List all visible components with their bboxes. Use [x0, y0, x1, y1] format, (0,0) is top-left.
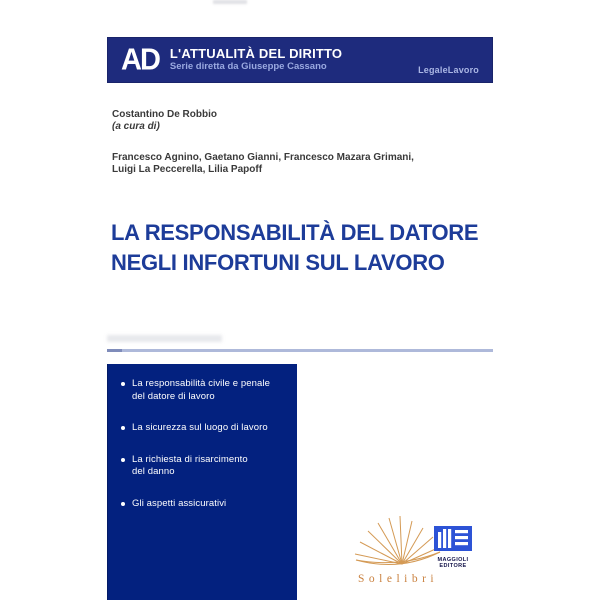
- scan-artifact-top: [213, 0, 247, 4]
- bullet-icon: [121, 382, 125, 386]
- topic-text: [132, 498, 226, 511]
- series-title: L'ATTUALITÀ DEL DIRITTO: [169, 46, 343, 61]
- divider-line: [107, 349, 493, 352]
- imprint-name: Solelibri: [358, 573, 439, 585]
- topic-line: Gli aspetti assicurativi: [132, 497, 227, 509]
- topic-text: [132, 422, 268, 435]
- bullet-icon: [121, 502, 125, 506]
- book-title-line-1: LA RESPONSABILITÀ DEL DATORE: [111, 220, 479, 245]
- series-category-tag: LegaleLavoro: [418, 65, 479, 75]
- publisher-logo: [433, 526, 473, 569]
- topic-item: [121, 378, 287, 403]
- editor-name: Costantino De Robbio: [112, 109, 217, 120]
- authors-line-2: Luigi La Peccerella, Lilia Papoff: [112, 164, 263, 175]
- topic-text: [132, 454, 248, 479]
- topic-line: La sicurezza sul luogo di lavoro: [132, 422, 268, 433]
- maggioli-logo-icon: [434, 526, 472, 551]
- topic-item: [121, 454, 287, 479]
- publisher-name-line-2: EDITORE: [439, 563, 467, 569]
- publisher-name-line-1: MAGGIOLI: [437, 557, 469, 563]
- topic-text: [132, 378, 270, 403]
- book-title-line-2: NEGLI INFORTUNI SUL LAVORO: [111, 250, 445, 275]
- authors-line-1: Francesco Agnino, Gaetano Gianni, Francesco Mazara Grimani,: [112, 152, 414, 163]
- series-title-block: [170, 47, 342, 73]
- bullet-icon: [121, 426, 125, 430]
- ad-series-logo: AD: [121, 42, 159, 77]
- scan-artifact-ghost-text: [107, 335, 222, 342]
- topic-line: del danno: [132, 466, 175, 477]
- series-header-bar: [107, 37, 493, 83]
- divider-line-cap: [107, 349, 122, 352]
- open-book-logo-icon: [352, 516, 444, 572]
- topics-box: [107, 364, 297, 600]
- topic-line: La responsabilità civile e penale: [132, 378, 270, 389]
- bullet-icon: [121, 458, 125, 462]
- editor-role: (a cura di): [112, 121, 160, 132]
- publisher-name: [433, 557, 473, 569]
- topic-line: del datore di lavoro: [132, 390, 215, 402]
- topic-item: [121, 422, 287, 435]
- series-subtitle: Serie diretta da Giuseppe Cassano: [169, 61, 327, 72]
- topic-line: La richiesta di risarcimento: [132, 453, 248, 465]
- book-title: [111, 218, 478, 278]
- topic-item: [121, 498, 287, 511]
